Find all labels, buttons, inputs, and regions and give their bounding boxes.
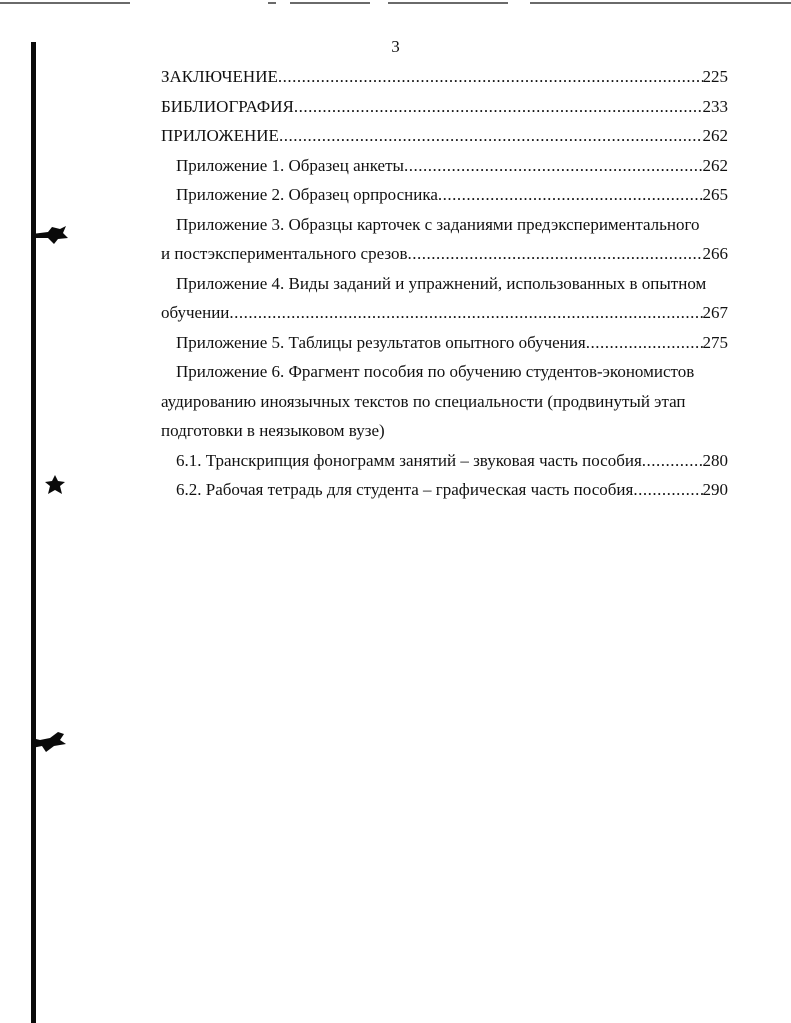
leader-dots <box>294 92 703 122</box>
toc-entry-title-cont: и постэкспериментального срезов <box>161 244 408 263</box>
page-number: 3 <box>391 37 400 56</box>
toc-entry-bibliography[interactable] <box>161 92 728 122</box>
toc-entry-appendix-6-1[interactable] <box>161 446 728 476</box>
toc-entry-title: БИБЛИОГРАФИЯ <box>161 96 294 116</box>
toc-entry-appendix-6-cont[interactable] <box>161 416 728 446</box>
toc-entry-appendix-6-cont[interactable] <box>161 387 728 417</box>
toc-entry-appendix[interactable] <box>161 121 728 151</box>
toc-entry-title: 6.2. Рабочая тетрадь для студента – графическая часть пособия <box>176 480 634 499</box>
toc-entry-title: Приложение 5. Таблицы результатов опытного обучения <box>176 332 586 352</box>
toc-entry-page: 262 <box>702 126 728 145</box>
toc-entry-page: 265 <box>702 185 728 204</box>
scan-top-edge <box>0 0 791 6</box>
toc-entry-title: Приложение 1. Образец анкеты <box>176 155 404 175</box>
toc-entry-conclusion[interactable] <box>161 62 728 92</box>
toc-entry-title: Приложение 4. Виды заданий и упражнений, использованных в опытном <box>176 273 707 293</box>
table-of-contents <box>161 62 728 505</box>
leader-dots <box>642 446 703 476</box>
toc-entry-appendix-3[interactable] <box>161 210 728 240</box>
toc-entry-page: 275 <box>702 332 728 352</box>
toc-entry-appendix-4-cont[interactable] <box>161 298 728 328</box>
leader-dots <box>633 475 702 505</box>
toc-entry-title: Приложение 2. Образец орпросника <box>176 185 438 204</box>
toc-entry-appendix-6-2[interactable] <box>161 475 728 505</box>
toc-entry-title-cont: обучении <box>161 303 230 322</box>
ink-blot <box>30 730 70 754</box>
toc-entry-appendix-5[interactable] <box>161 328 728 358</box>
leader-dots <box>586 328 703 358</box>
toc-entry-appendix-2[interactable] <box>161 180 728 210</box>
toc-entry-page: 225 <box>702 67 728 86</box>
leader-dots <box>438 180 703 210</box>
ink-blot <box>44 474 66 496</box>
toc-entry-appendix-1[interactable] <box>161 151 728 181</box>
toc-entry-page: 262 <box>702 155 728 175</box>
leader-dots <box>408 239 703 269</box>
toc-entry-appendix-3-cont[interactable] <box>161 239 728 269</box>
leader-dots <box>278 62 703 92</box>
toc-entry-appendix-6[interactable] <box>161 357 728 387</box>
leader-dots <box>229 298 702 328</box>
toc-entry-appendix-4[interactable] <box>161 269 728 299</box>
leader-dots <box>404 151 703 181</box>
toc-entry-title: Приложение 3. Образцы карточек с заданиями предэкспериментального <box>176 214 700 234</box>
toc-entry-title: ЗАКЛЮЧЕНИЕ <box>161 67 278 86</box>
toc-entry-title: Приложение 6. Фрагмент пособия по обучению студентов-экономистов <box>176 362 695 381</box>
leader-dots <box>279 121 703 151</box>
ink-blot <box>30 224 70 246</box>
toc-entry-page: 233 <box>702 96 728 116</box>
toc-entry-title: ПРИЛОЖЕНИЕ <box>161 126 279 145</box>
toc-entry-page: 290 <box>702 480 728 499</box>
toc-entry-page: 280 <box>702 450 728 470</box>
toc-entry-title-cont: подготовки в неязыковом вузе) <box>161 421 385 440</box>
scan-binding-edge <box>31 42 36 1023</box>
toc-entry-title: 6.1. Транскрипция фонограмм занятий – звуковая часть пособия <box>176 450 642 470</box>
toc-entry-page: 267 <box>702 303 728 322</box>
toc-entry-page: 266 <box>702 244 728 263</box>
toc-entry-title-cont: аудированию иноязычных текстов по специальности (продвинутый этап <box>161 391 686 411</box>
